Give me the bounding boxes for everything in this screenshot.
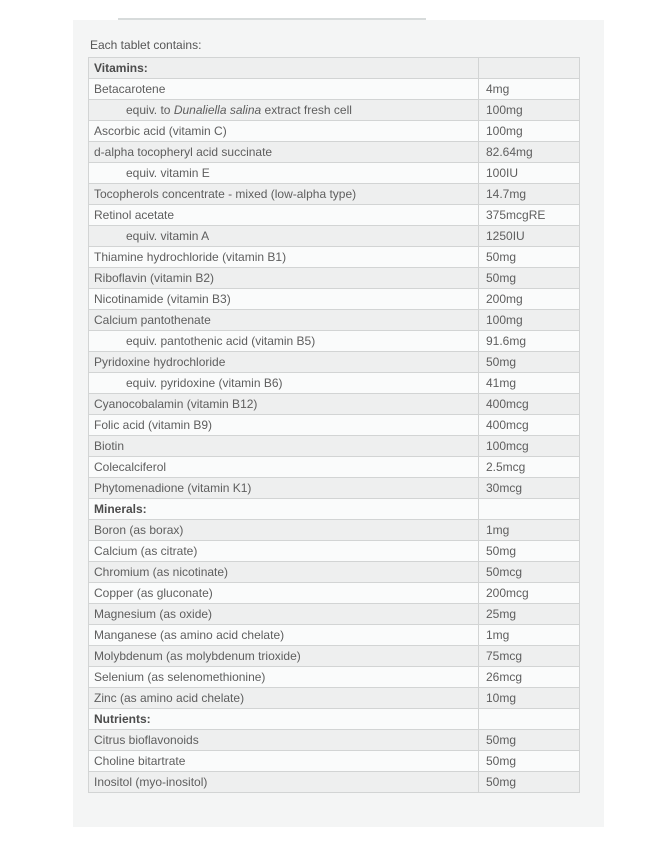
table-row — [89, 520, 580, 541]
amount-cell: 50mg — [479, 352, 580, 373]
amount-cell: 2.5mcg — [479, 457, 580, 478]
table-row — [89, 436, 580, 457]
table-row — [89, 709, 580, 730]
table-row — [89, 394, 580, 415]
table-row — [89, 604, 580, 625]
amount-cell: 100IU — [479, 163, 580, 184]
ingredient-name-cell: Colecalciferol — [89, 457, 479, 478]
table-row — [89, 142, 580, 163]
ingredient-name-cell: Zinc (as amino acid chelate) — [89, 688, 479, 709]
amount-cell: 50mg — [479, 268, 580, 289]
amount-cell: 1mg — [479, 520, 580, 541]
amount-cell: 50mg — [479, 751, 580, 772]
amount-cell: 91.6mg — [479, 331, 580, 352]
ingredient-name-cell: Copper (as gluconate) — [89, 583, 479, 604]
table-row — [89, 226, 580, 247]
ingredient-name-cell: Boron (as borax) — [89, 520, 479, 541]
ingredient-name-cell: Pyridoxine hydrochloride — [89, 352, 479, 373]
amount-cell: 25mg — [479, 604, 580, 625]
table-row — [89, 373, 580, 394]
table-row — [89, 730, 580, 751]
table-row — [89, 184, 580, 205]
ingredient-name-cell: Citrus bioflavonoids — [89, 730, 479, 751]
ingredient-name-cell: Vitamins: — [89, 58, 479, 79]
amount-cell: 14.7mg — [479, 184, 580, 205]
table-row — [89, 625, 580, 646]
ingredient-name-cell: Minerals: — [89, 499, 479, 520]
table-row — [89, 541, 580, 562]
ingredient-name-cell: Nicotinamide (vitamin B3) — [89, 289, 479, 310]
table-row — [89, 772, 580, 793]
ingredient-name-cell: Cyanocobalamin (vitamin B12) — [89, 394, 479, 415]
table-row — [89, 646, 580, 667]
amount-cell: 4mg — [479, 79, 580, 100]
amount-cell: 400mcg — [479, 415, 580, 436]
amount-cell — [479, 709, 580, 730]
label-fragment: equiv. to — [126, 103, 174, 117]
table-row — [89, 79, 580, 100]
ingredient-name-cell: Biotin — [89, 436, 479, 457]
amount-cell: 26mcg — [479, 667, 580, 688]
table-row — [89, 499, 580, 520]
table-row — [89, 415, 580, 436]
ingredient-name-cell: Retinol acetate — [89, 205, 479, 226]
table-row — [89, 457, 580, 478]
amount-cell: 1mg — [479, 625, 580, 646]
amount-cell: 75mcg — [479, 646, 580, 667]
ingredient-name-cell: Manganese (as amino acid chelate) — [89, 625, 479, 646]
amount-cell: 50mcg — [479, 562, 580, 583]
amount-cell: 1250IU — [479, 226, 580, 247]
table-row — [89, 289, 580, 310]
table-row — [89, 247, 580, 268]
amount-cell: 100mcg — [479, 436, 580, 457]
ingredient-name-cell: Calcium pantothenate — [89, 310, 479, 331]
ingredient-name-cell: Thiamine hydrochloride (vitamin B1) — [89, 247, 479, 268]
table-row — [89, 310, 580, 331]
table-row — [89, 331, 580, 352]
amount-cell: 50mg — [479, 772, 580, 793]
ingredient-name-cell: Ascorbic acid (vitamin C) — [89, 121, 479, 142]
amount-cell: 30mcg — [479, 478, 580, 499]
ingredient-name-cell: Tocopherols concentrate - mixed (low-alpha type) — [89, 184, 479, 205]
amount-cell: 200mg — [479, 289, 580, 310]
ingredient-name-cell: Nutrients: — [89, 709, 479, 730]
ingredient-name-cell: Inositol (myo-inositol) — [89, 772, 479, 793]
ingredient-name-cell: equiv. pantothenic acid (vitamin B5) — [89, 331, 479, 352]
ingredient-name-cell: Selenium (as selenomethionine) — [89, 667, 479, 688]
table-row — [89, 688, 580, 709]
ingredient-name-cell: Riboflavin (vitamin B2) — [89, 268, 479, 289]
ingredient-name-cell: Molybdenum (as molybdenum trioxide) — [89, 646, 479, 667]
amount-cell: 50mg — [479, 730, 580, 751]
amount-cell — [479, 499, 580, 520]
amount-cell: 82.64mg — [479, 142, 580, 163]
amount-cell: 50mg — [479, 541, 580, 562]
ingredients-table — [88, 57, 580, 793]
ingredient-name-cell: Choline bitartrate — [89, 751, 479, 772]
amount-cell: 375mcgRE — [479, 205, 580, 226]
amount-cell: 100mg — [479, 100, 580, 121]
amount-cell: 41mg — [479, 373, 580, 394]
table-row — [89, 100, 580, 121]
table-row — [89, 163, 580, 184]
intro-text: Each tablet contains: — [90, 38, 202, 52]
table-row — [89, 478, 580, 499]
amount-cell: 100mg — [479, 310, 580, 331]
ingredient-name-cell: Phytomenadione (vitamin K1) — [89, 478, 479, 499]
ingredient-name-cell: Magnesium (as oxide) — [89, 604, 479, 625]
ingredient-name-cell: d-alpha tocopheryl acid succinate — [89, 142, 479, 163]
ingredient-name-cell — [89, 100, 479, 121]
table-row — [89, 121, 580, 142]
species-name-italic: Dunaliella salina — [173, 103, 262, 117]
amount-cell: 10mg — [479, 688, 580, 709]
ingredient-name-cell: Calcium (as citrate) — [89, 541, 479, 562]
table-row — [89, 667, 580, 688]
table-row — [89, 583, 580, 604]
table-row — [89, 352, 580, 373]
table-row — [89, 268, 580, 289]
label-fragment: extract fresh cell — [261, 103, 352, 117]
table-row — [89, 58, 580, 79]
table-row — [89, 562, 580, 583]
ingredient-name-cell: equiv. pyridoxine (vitamin B6) — [89, 373, 479, 394]
ingredient-name-cell: Betacarotene — [89, 79, 479, 100]
ingredient-name-cell: Folic acid (vitamin B9) — [89, 415, 479, 436]
ingredient-name-cell: equiv. vitamin A — [89, 226, 479, 247]
amount-cell: 100mg — [479, 121, 580, 142]
table-row — [89, 205, 580, 226]
amount-cell: 400mcg — [479, 394, 580, 415]
ingredient-name-cell: Chromium (as nicotinate) — [89, 562, 479, 583]
amount-cell — [479, 58, 580, 79]
table-row — [89, 751, 580, 772]
amount-cell: 200mcg — [479, 583, 580, 604]
amount-cell: 50mg — [479, 247, 580, 268]
ingredient-name-cell: equiv. vitamin E — [89, 163, 479, 184]
